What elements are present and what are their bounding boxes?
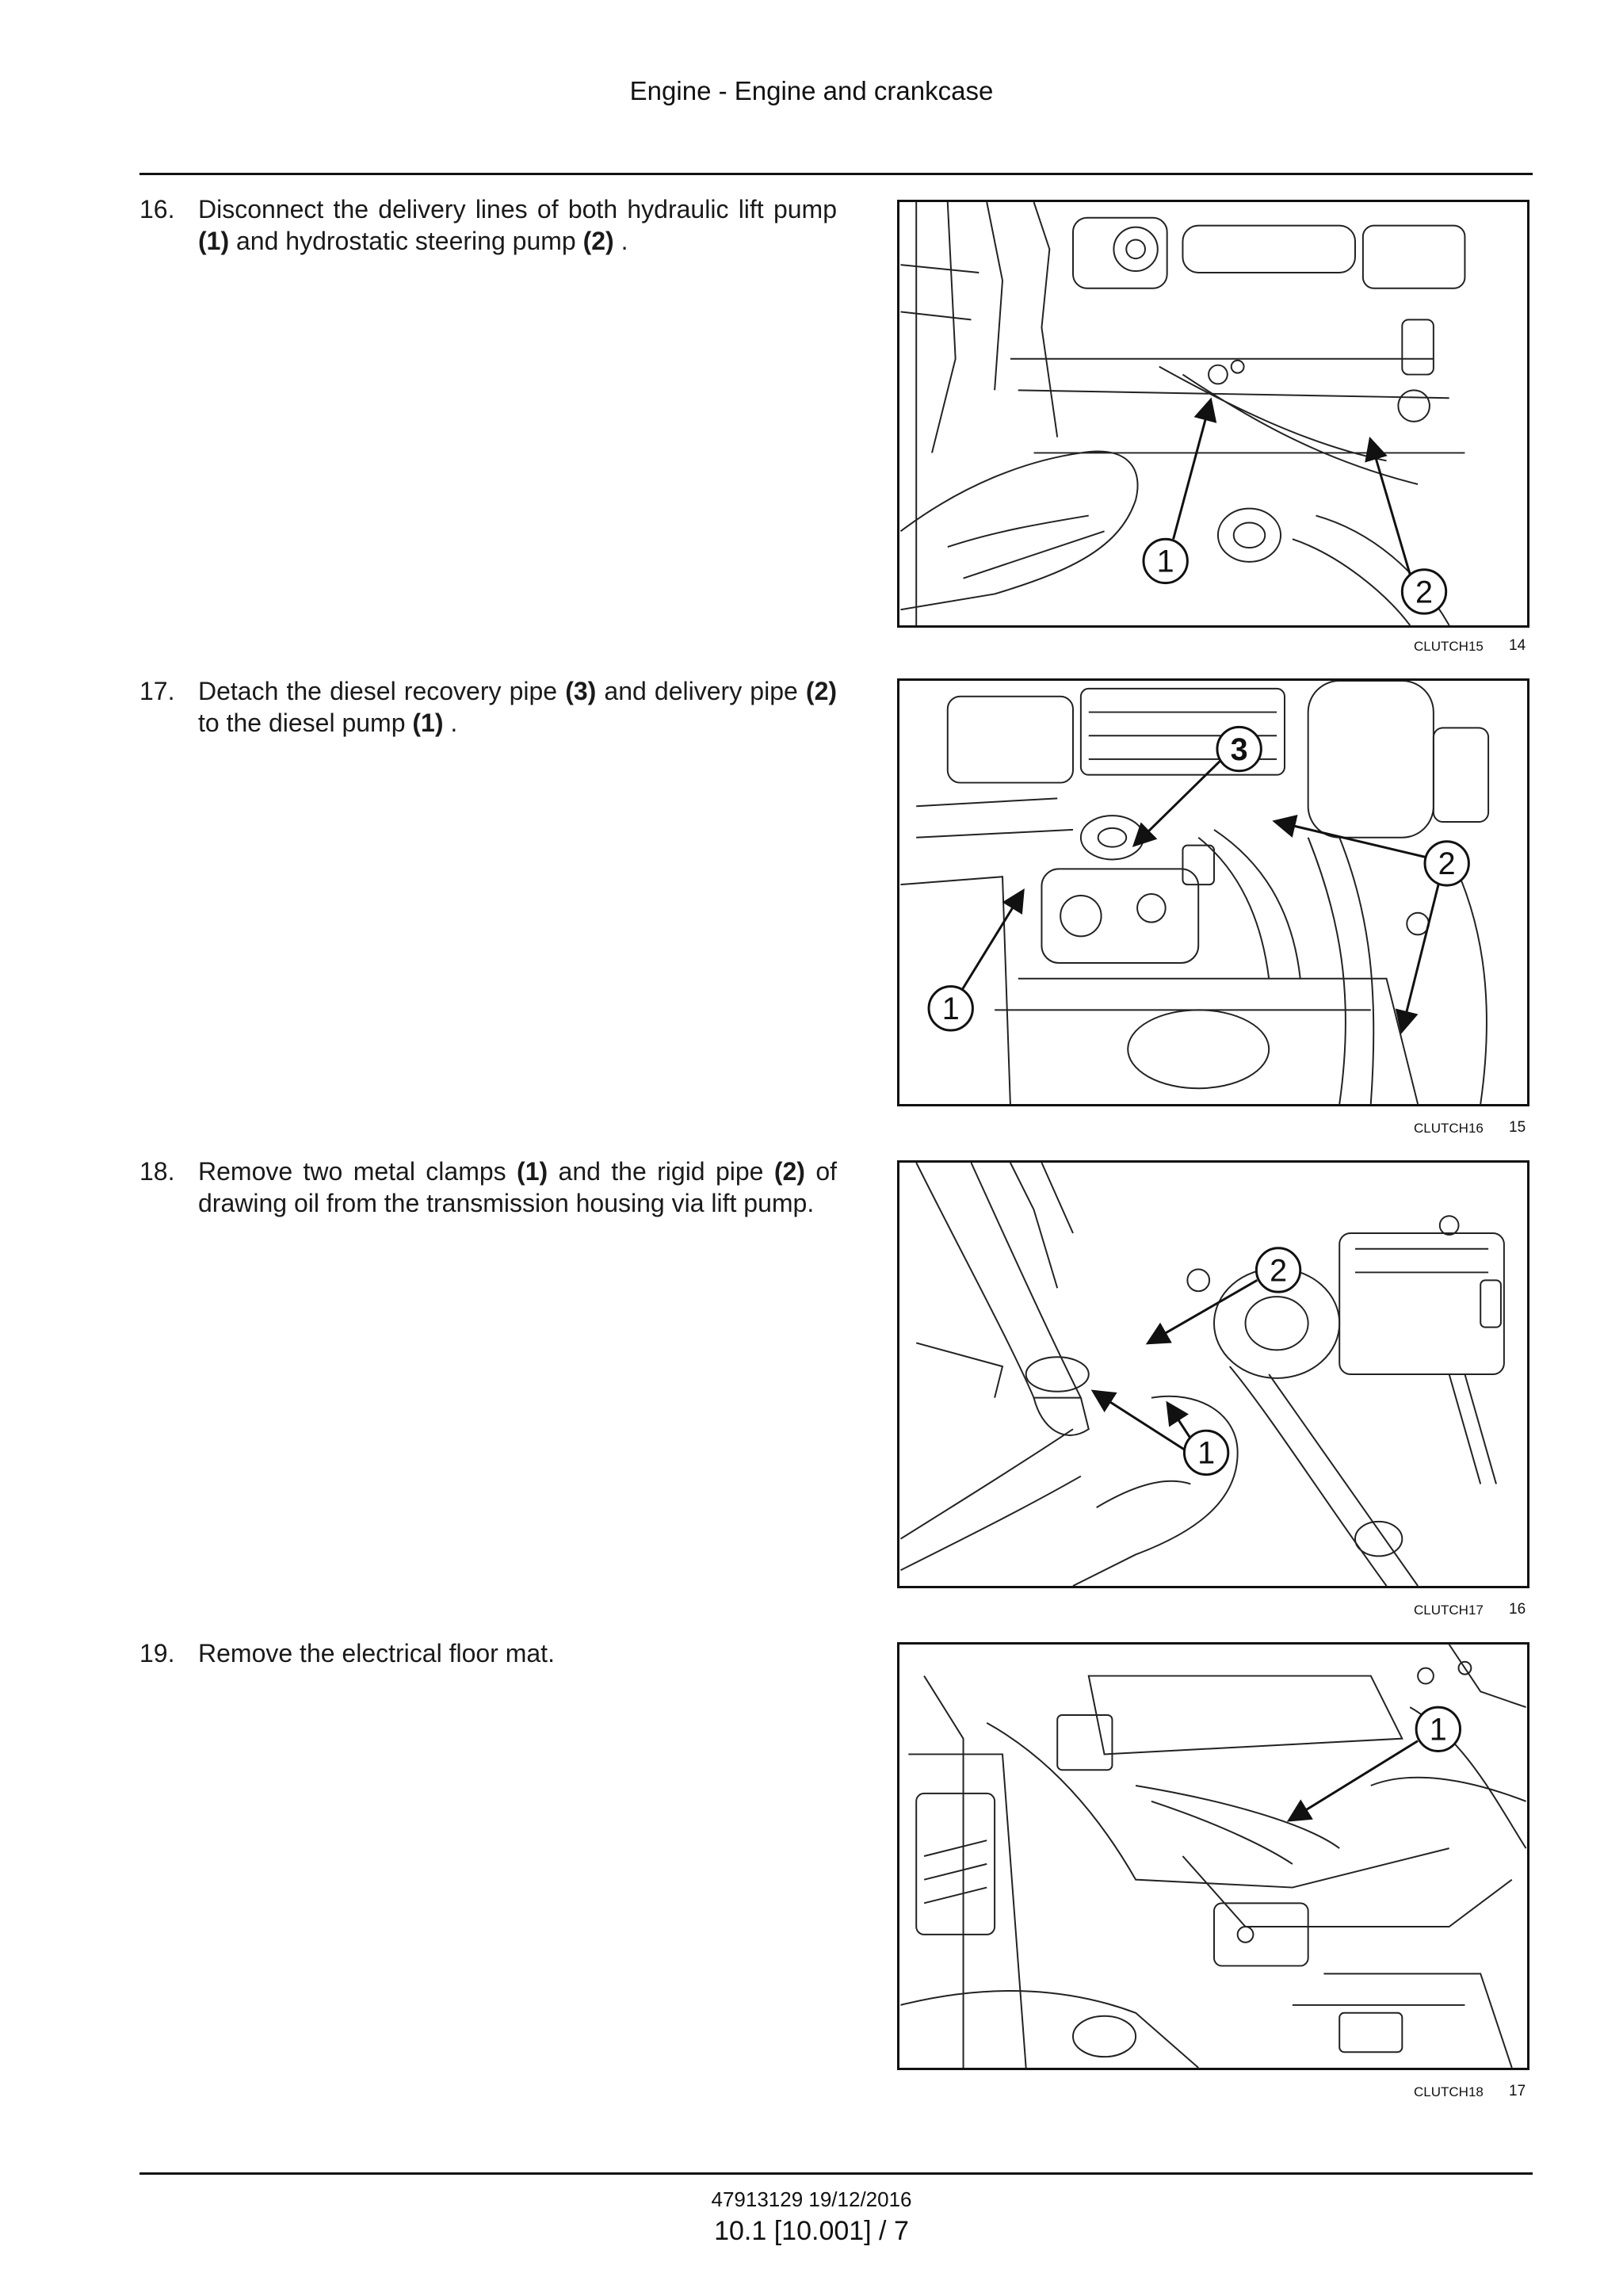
step-16 [139, 193, 837, 257]
figure-number: 16 [1509, 1601, 1526, 1618]
step-text: Remove two metal clamps (1) and the rigid pipe (2) of drawing oil from the transmission housing via lift pump. [198, 1157, 838, 1217]
footer-page-number: 10.1 [10.001] / 7 [714, 2216, 909, 2246]
step-text: Remove the electrical floor mat. [198, 1639, 555, 1668]
figure-17-illustration [897, 1642, 1529, 2070]
figure-number: 14 [1509, 637, 1526, 654]
step-text: Disconnect the delivery lines of both hydraulic lift pump (1) and hydrostatic steering pump (2) . [198, 195, 837, 255]
step-19 [139, 1637, 837, 1669]
step-number: 17. [139, 677, 175, 705]
figure-reference: CLUTCH16 [1414, 1121, 1484, 1136]
figure-16-illustration [897, 1160, 1529, 1588]
footer-document-id: 47913129 19/12/2016 [711, 2187, 912, 2211]
step-number: 16. [139, 195, 175, 223]
callout-label: 1 [941, 991, 960, 1027]
figure-reference: CLUTCH17 [1414, 1603, 1484, 1618]
callout-label: 1 [1197, 1435, 1216, 1471]
callout-label: 2 [1438, 846, 1456, 882]
step-number: 18. [139, 1157, 175, 1186]
figure-15-illustration [897, 678, 1529, 1106]
figure-reference: CLUTCH18 [1414, 2084, 1484, 2099]
callout-label: 1 [1429, 1712, 1447, 1748]
step-text: Detach the diesel recovery pipe (3) and delivery pipe (2) to the diesel pump (1) . [198, 677, 838, 737]
footer-divider [139, 2172, 1533, 2175]
step-18 [139, 1156, 837, 1219]
callout-label: 2 [1415, 575, 1434, 610]
figure-number: 17 [1509, 2083, 1526, 2099]
callout-label: 2 [1270, 1253, 1288, 1289]
step-17 [139, 675, 837, 739]
step-number: 19. [139, 1639, 175, 1668]
callout-label: 3 [1230, 732, 1248, 767]
page-header-title: Engine - Engine and crankcase [629, 76, 994, 105]
callout-label: 1 [1156, 544, 1174, 579]
figure-number: 15 [1509, 1119, 1526, 1136]
figure-reference: CLUTCH15 [1414, 639, 1484, 654]
figure-14-illustration [897, 200, 1529, 628]
header-divider [139, 173, 1533, 175]
